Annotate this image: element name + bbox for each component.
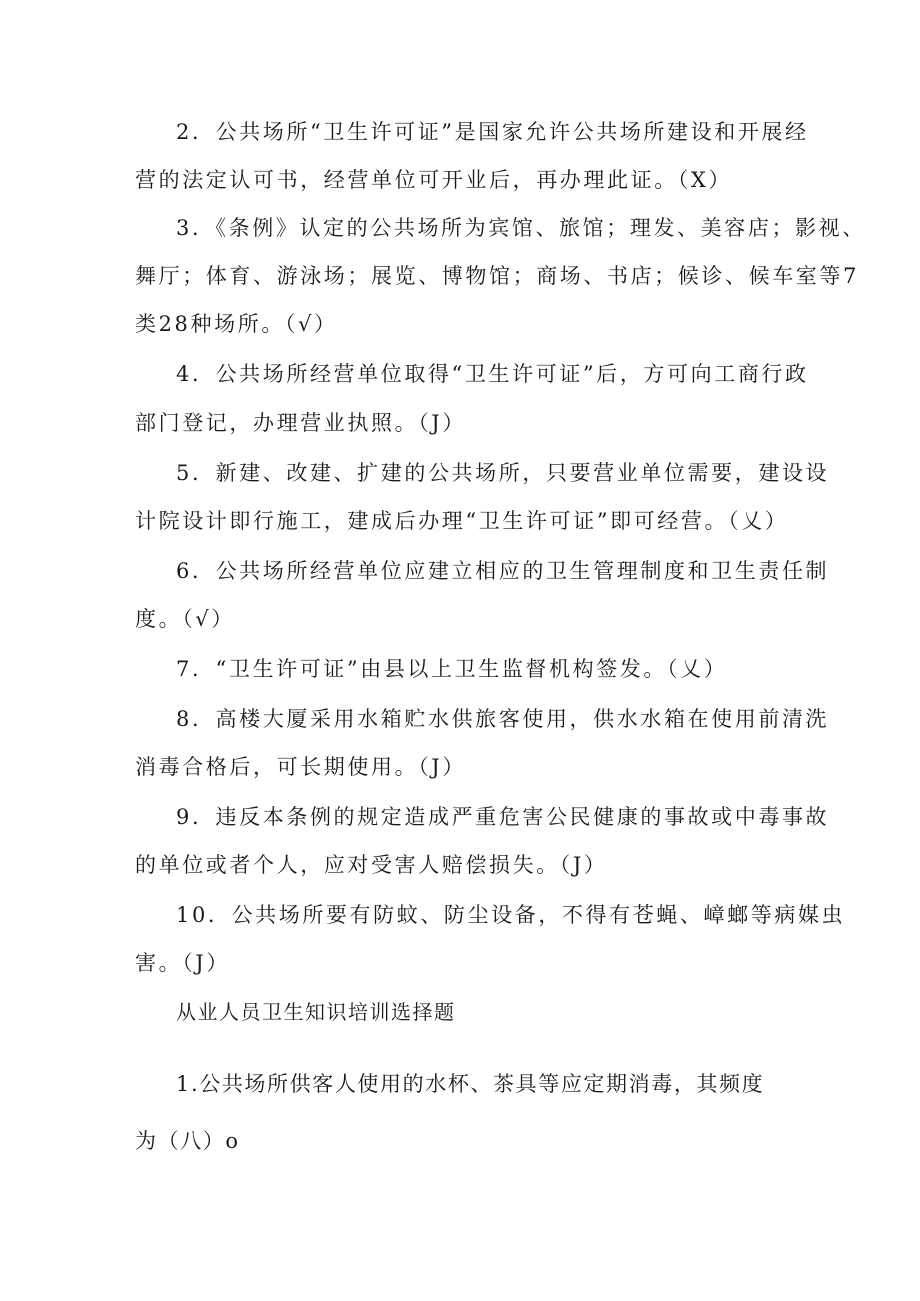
true-false-item-4-line-1: 4．公共场所经营单位取得“卫生许可证”后，方可向工商行政 — [176, 362, 809, 386]
true-false-item-3-line-3: 类28种场所。（√） — [135, 312, 338, 336]
true-false-item-8-line-1: 8．高楼大厦采用水箱贮水供旅客使用，供水水箱在使用前清洗 — [176, 707, 830, 731]
true-false-item-9-line-1: 9．违反本条例的规定造成严重危害公民健康的事故或中毒事故 — [176, 805, 830, 829]
true-false-item-7: 7．“卫生许可证”由县以上卫生监督机构签发。（乂） — [176, 657, 728, 681]
true-false-item-9-line-2: 的单位或者个人，应对受害人赔偿损失。（J） — [135, 853, 608, 877]
true-false-item-8-line-2: 消毒合格后，可长期使用。（J） — [135, 755, 466, 779]
true-false-item-6-line-2: 度。（√） — [135, 607, 235, 631]
true-false-item-5-line-2: 计院设计即行施工，建成后办理“卫生许可证”即可经营。（乂） — [135, 509, 789, 533]
true-false-item-5-line-1: 5．新建、改建、扩建的公共场所，只要营业单位需要，建设设 — [176, 461, 830, 485]
true-false-item-10-line-1: 10．公共场所要有防蚊、防尘设备，不得有苍蝇、嶂螂等病媒虫 — [176, 903, 846, 927]
section-title: 从业人员卫生知识培训选择题 — [176, 1000, 456, 1024]
true-false-item-4-line-2: 部门登记，办理营业执照。（J） — [135, 411, 466, 435]
multiple-choice-item-1-line-2: 为（八）o — [135, 1129, 240, 1153]
true-false-item-2-line-1: 2．公共场所“卫生许可证”是国家允许公共场所建设和开展经 — [176, 120, 809, 144]
true-false-item-3-line-1: 3．《条例》认定的公共场所为宾馆、旅馆；理发、美容店；影视、 — [176, 216, 866, 240]
true-false-item-2-line-2: 营的法定认可书，经营单位可开业后，再办理此证。（X） — [135, 168, 733, 192]
true-false-item-6-line-1: 6．公共场所经营单位应建立相应的卫生管理制度和卫生责任制 — [176, 559, 830, 583]
true-false-item-10-line-2: 害。（J） — [135, 951, 230, 975]
true-false-item-3-line-2: 舞厅；体育、游泳场；展览、博物馆；商场、书店；候诊、候车室等7 — [135, 264, 859, 288]
multiple-choice-item-1-line-1: 1.公共场所供客人使用的水杯、茶具等应定期消毒，其频度 — [176, 1072, 765, 1096]
